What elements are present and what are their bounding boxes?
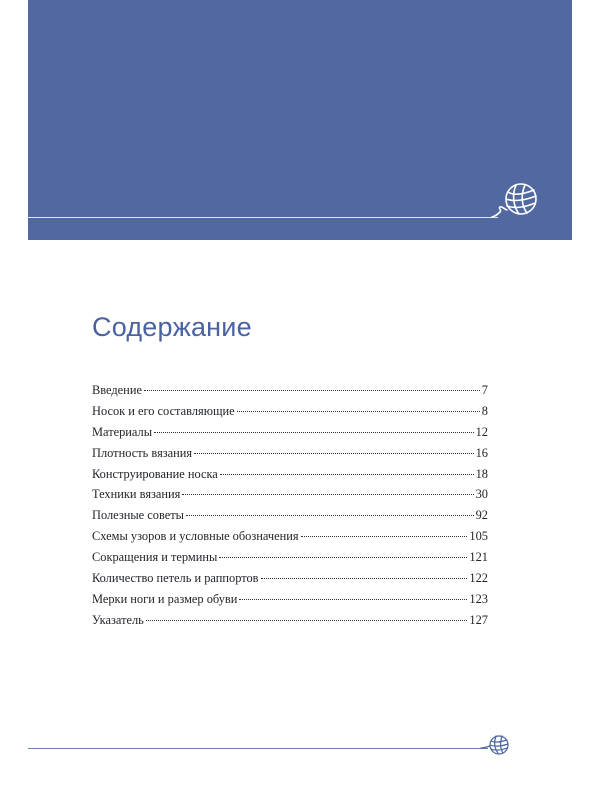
toc-entry[interactable] (92, 401, 488, 422)
toc-entry[interactable] (92, 505, 488, 526)
toc-entry-page-number: 12 (475, 424, 488, 439)
toc-entry-page-number: 121 (469, 550, 488, 565)
toc-dot-leader (237, 411, 480, 412)
toc-entry[interactable] (92, 422, 488, 443)
toc-dot-leader (186, 515, 474, 516)
toc-entry-label: Указатель (92, 612, 144, 627)
toc-entry[interactable] (92, 443, 488, 464)
toc-entry[interactable] (92, 526, 488, 547)
toc-entry-page-number: 127 (469, 612, 488, 627)
toc-list (92, 380, 488, 631)
toc-entry-page-number: 16 (475, 445, 488, 460)
toc-entry-page-number: 8 (481, 403, 488, 418)
toc-dot-leader (301, 536, 468, 537)
toc-entry[interactable] (92, 484, 488, 505)
toc-dot-leader (239, 599, 467, 600)
toc-entry-label: Носок и его составляющие (92, 403, 235, 418)
toc-entry-label: Конструирование носка (92, 466, 218, 481)
toc-entry[interactable] (92, 464, 488, 485)
yarn-ball-icon (490, 178, 544, 222)
toc-entry-page-number: 92 (475, 508, 488, 523)
page-title: Содержание (92, 312, 252, 342)
toc-dot-leader (154, 432, 474, 433)
toc-entry[interactable] (92, 589, 488, 610)
toc-dot-leader (144, 390, 480, 391)
toc-entry[interactable] (92, 568, 488, 589)
toc-entry-label: Материалы (92, 424, 153, 439)
toc-entry-page-number: 7 (481, 383, 488, 397)
toc-entry-page-number: 105 (469, 529, 488, 544)
toc-dot-leader (194, 453, 473, 454)
toc-entry-label: Плотность вязания (92, 445, 193, 460)
toc-entry[interactable] (92, 547, 488, 568)
toc-entry-label: Полезные советы (92, 508, 184, 523)
header-band (28, 0, 572, 240)
toc-entry-page-number: 18 (475, 466, 488, 481)
yarn-ball-icon (480, 732, 510, 758)
toc-entry-label: Техники вязания (92, 487, 181, 502)
toc-entry-label: Количество петель и раппортов (92, 571, 259, 586)
footer-rule (28, 748, 488, 749)
toc-dot-leader (146, 620, 468, 621)
toc-entry-label: Мерки ноги и размер обуви (92, 591, 238, 606)
toc-entry-page-number: 123 (469, 591, 488, 606)
toc-dot-leader (261, 578, 468, 579)
toc-dot-leader (182, 494, 473, 495)
toc-entry-label: Введение (92, 383, 142, 397)
toc-entry-label: Сокращения и термины (92, 550, 218, 565)
toc-dot-leader (220, 474, 474, 475)
header-rule (28, 217, 498, 218)
toc-entry[interactable] (92, 610, 488, 631)
toc-entry[interactable] (92, 380, 488, 401)
toc-entry-label: Схемы узоров и условные обозначения (92, 529, 299, 544)
toc-entry-page-number: 122 (469, 571, 488, 586)
toc-dot-leader (219, 557, 467, 558)
toc-entry-page-number: 30 (475, 487, 488, 502)
